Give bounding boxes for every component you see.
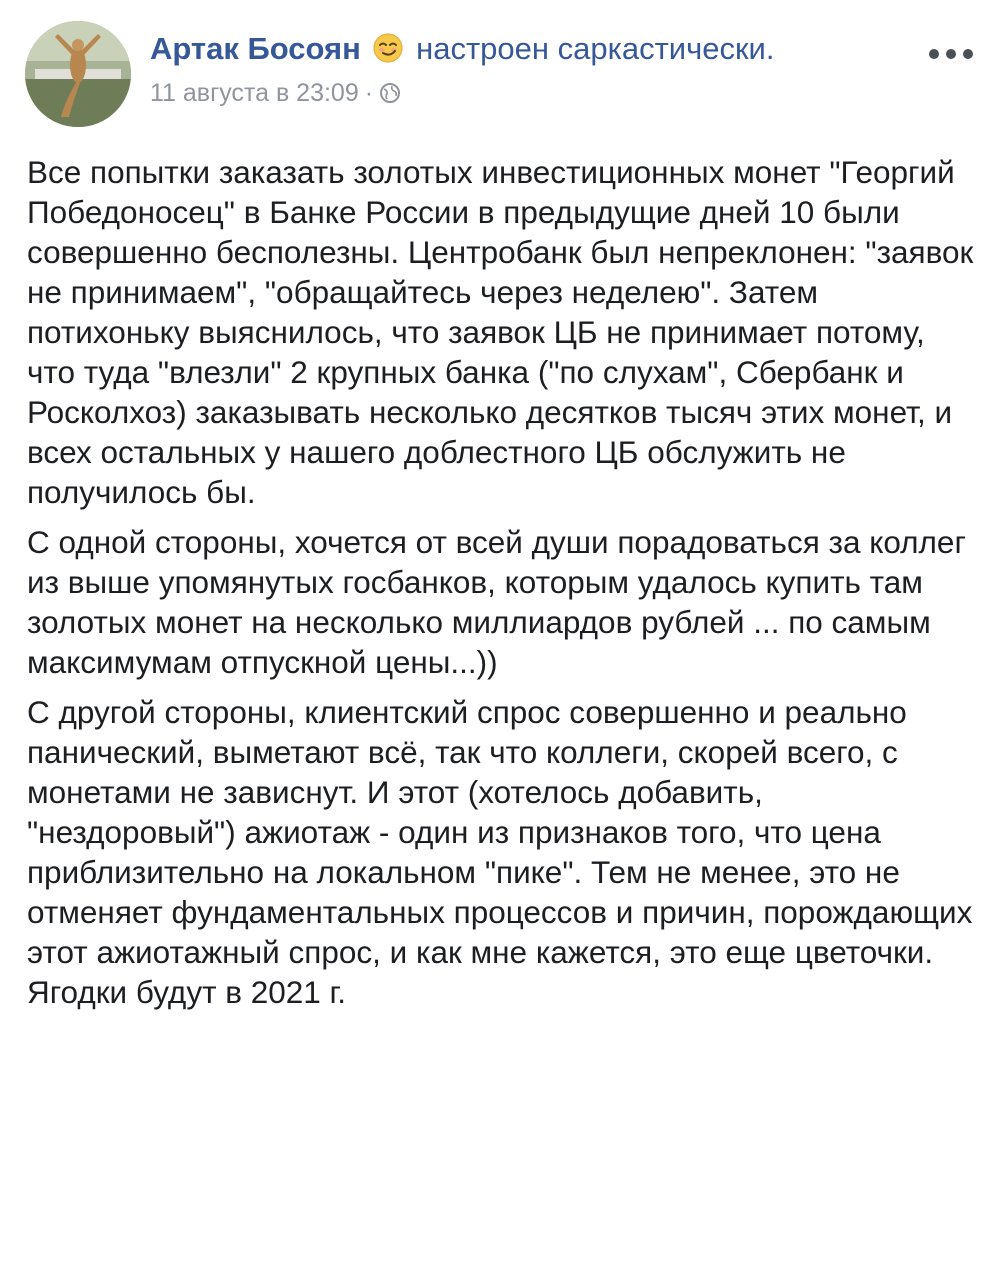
post-body: [27, 152, 977, 1022]
post-paragraph: С другой стороны, клиентский спрос совершенно и реально панический, выметают всё, так что коллеги, скорей всего, с монетами не зависнут. И этот (хотелось добавить, "нездоровый") ажиотаж - один из признаков того, что цена приблизительно на локальном "пике". Тем не менее, это не отменяет фундаментальных процессов и причин, порождающих этот ажиотажный спрос, и как мне кажется, это еще цветочки. Ягодки будут в 2021 г.: [27, 694, 973, 1010]
avatar-photo: [25, 21, 131, 127]
post-timestamp[interactable]: 11 августа в 23:09: [150, 79, 359, 107]
more-dots-icon[interactable]: [926, 44, 976, 64]
meta-separator: ·: [364, 79, 374, 107]
author-line: [150, 30, 775, 72]
post-paragraph: Все попытки заказать золотых инвестиционных монет "Георгий Победоносец" в Банке России в предыдущие дней 10 были совершенно бесполезны. Центробанк был непреклонен: "заявок не принимаем", "обращайтесь через неделею". Затем потихоньку выяснилось, что заявок ЦБ не принимает потому, что туда "влезли" 2 крупных банка ("по слухам", Сбербанк и Росколхоз) заказывать несколько десятков тысяч этих монет, и всех остальных у нашего доблестного ЦБ обслужить не получилось бы.: [27, 154, 974, 510]
post-meta: [150, 78, 401, 111]
author-name[interactable]: Артак Босоян: [150, 31, 361, 66]
avatar[interactable]: [25, 21, 131, 127]
globe-icon[interactable]: [379, 81, 401, 111]
post-header: [0, 0, 1004, 130]
feeling-text[interactable]: настроен саркастически.: [416, 31, 775, 66]
post-paragraph: С одной стороны, хочется от всей души порадоваться за коллег из выше упомянутых госбанков, которым удалось купить там золотых монет на несколько миллиардов рублей ... по самым максимумам отпускной цены...)): [27, 524, 966, 680]
smirk-emoji-icon: [373, 33, 403, 72]
